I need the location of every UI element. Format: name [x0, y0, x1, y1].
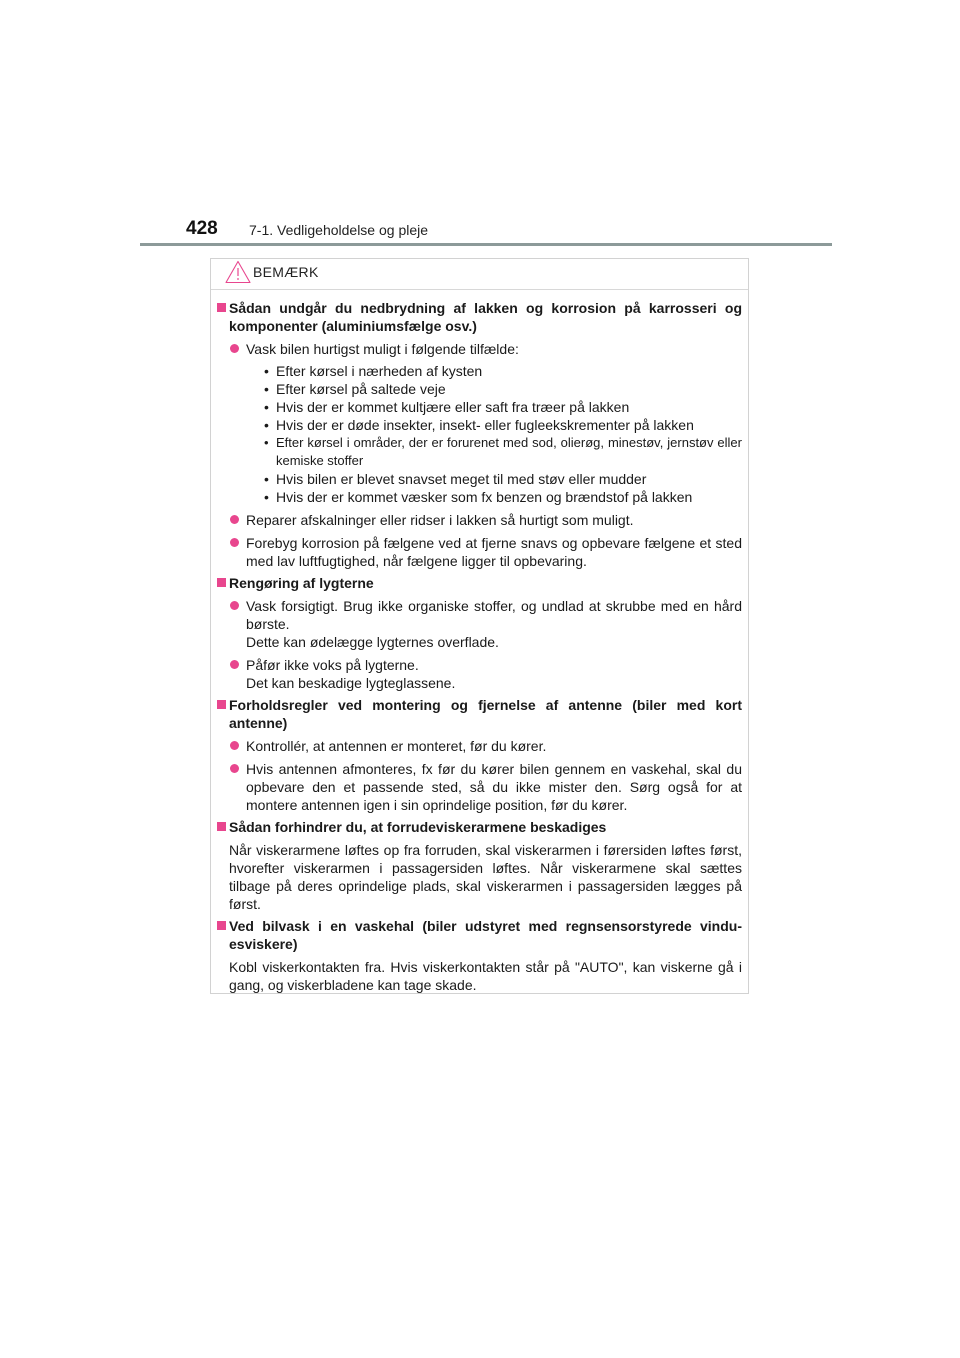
- section-paragraph: [229, 841, 742, 913]
- notice-section: [216, 574, 742, 692]
- sub-list: [246, 362, 742, 506]
- point-note: Det kan beskadige lygteglassene.: [246, 675, 456, 691]
- section-paragraph: [229, 958, 742, 994]
- point-text: Påfør ikke voks på lygterne.: [246, 657, 419, 673]
- bullet-point: [229, 534, 742, 570]
- point-text: Vask forsigtigt. Brug ikke organiske stoffer, og undlad at skrubbe med en hård børste.: [246, 598, 742, 632]
- bullet-point: [229, 511, 742, 529]
- paragraph-text: Kobl viskerkontakten fra. Hvis viskerkontakten står på "AUTO", kan viskerne gå i gang, og viskerbladene kan tage skade.: [229, 959, 742, 993]
- bullet-point: [229, 737, 742, 755]
- bullet-point: [229, 340, 742, 506]
- notice-body: [211, 290, 748, 994]
- notice-box: [210, 258, 749, 994]
- notice-section: [216, 917, 742, 994]
- point-text: Kontrollér, at antennen er monteret, før du kører.: [246, 738, 547, 754]
- section-heading: Rengøring af lygterne: [229, 575, 374, 591]
- notice-header: [211, 259, 748, 290]
- circle-bullet-icon: [230, 344, 239, 353]
- sub-list-item: • Hvis der er kommet væsker som fx benzen og brændstof på lakken: [262, 488, 742, 506]
- notice-section: [216, 818, 742, 913]
- circle-bullet-icon: [230, 764, 239, 773]
- bullet-point: [229, 597, 742, 651]
- sub-list-item: • Efter kørsel på saltede veje: [262, 380, 742, 398]
- bullet-point: [229, 760, 742, 814]
- notice-title: BEMÆRK: [253, 264, 319, 280]
- circle-bullet-icon: [230, 538, 239, 547]
- sub-list-item: • Hvis bilen er blevet snavset meget til med støv eller mudder: [262, 470, 742, 488]
- square-bullet-icon: [217, 921, 226, 930]
- circle-bullet-icon: [230, 601, 239, 610]
- bullet-point: [229, 656, 742, 692]
- sub-list-item: • Efter kørsel i nærheden af kysten: [262, 362, 742, 380]
- section-heading: Sådan forhindrer du, at forrudeviskerarmene beskadiges: [229, 819, 607, 835]
- square-bullet-icon: [217, 303, 226, 312]
- sub-list-item: • Hvis der er døde insekter, insekt- eller fugleekskrementer på lakken: [262, 416, 742, 434]
- page-number: 428: [186, 218, 218, 239]
- point-text: Vask bilen hurtigst muligt i følgende tilfælde:: [246, 341, 519, 357]
- paragraph-text: Når viskerarmene løftes op fra forruden, skal viskerarmen i førersiden løftes først, hvorefter viskerarmen i passagersiden løftes. Når viskerarmene skal sættes tilbage på deres oprindelige plads, skal viskerarmen i passagersiden lægges på først.: [229, 842, 742, 912]
- section-heading: Forholdsregler ved montering og fjernelse af antenne (biler med kort antenne): [229, 697, 742, 731]
- square-bullet-icon: [217, 700, 226, 709]
- notice-section: [216, 696, 742, 814]
- circle-bullet-icon: [230, 515, 239, 524]
- sub-list-item: • Efter kørsel i områder, der er forurenet med sod, olierøg, minestøv, jernstøv eller kemiske stoffer: [262, 434, 742, 470]
- section-heading: Sådan undgår du nedbrydning af lakken og korrosion på karrosseri og komponenter (aluminiumsfælge osv.): [229, 300, 742, 334]
- circle-bullet-icon: [230, 741, 239, 750]
- square-bullet-icon: [217, 822, 226, 831]
- section-heading: Ved bilvask i en vaskehal (biler udstyret med regnsensorstyrede vindu-esviskere): [229, 918, 742, 952]
- square-bullet-icon: [217, 578, 226, 587]
- point-text: Hvis antennen afmonteres, fx før du kører bilen gennem en vaskehal, skal du opbevare den et passende sted, så du ikke mister den. Sørg også for at montere antennen igen i sin oprindelige position, før du kører.: [246, 761, 742, 813]
- sub-list-item: • Hvis der er kommet kultjære eller saft fra træer på lakken: [262, 398, 742, 416]
- header-divider: [140, 243, 832, 246]
- point-text: Forebyg korrosion på fælgene ved at fjerne snavs og opbevare fælgene et sted med lav luftfugtighed, når fælgene ligger til opbevaring.: [246, 535, 742, 569]
- warning-triangle-icon: [225, 260, 251, 284]
- circle-bullet-icon: [230, 660, 239, 669]
- section-title: 7-1. Vedligeholdelse og pleje: [249, 222, 429, 238]
- notice-section: [216, 299, 742, 570]
- point-note: Dette kan ødelægge lygternes overflade.: [246, 634, 499, 650]
- point-text: Reparer afskalninger eller ridser i lakken så hurtigt som muligt.: [246, 512, 634, 528]
